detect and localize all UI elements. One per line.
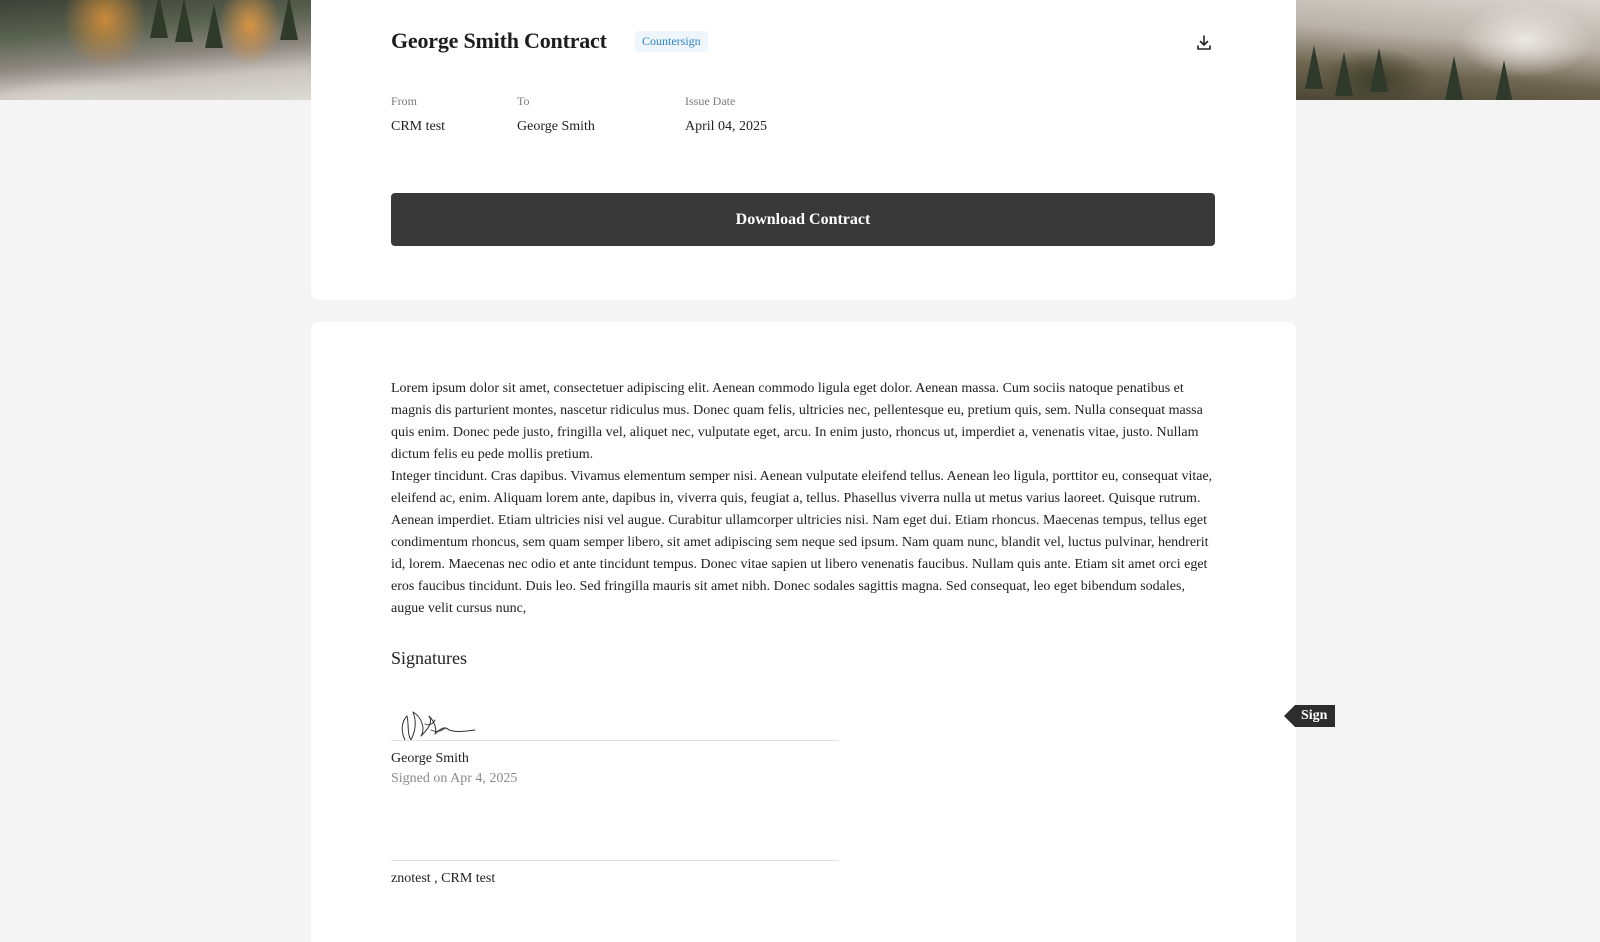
to-value: George Smith	[517, 119, 595, 134]
signer-name: George Smith	[391, 751, 469, 766]
signature-image	[395, 702, 477, 742]
signer-name: znotest , CRM test	[391, 871, 496, 886]
meta-from	[391, 94, 445, 135]
tree-shape	[280, 0, 298, 40]
to-label: To	[517, 94, 530, 108]
tree-shape	[205, 4, 223, 48]
signatures-heading: Signatures	[391, 648, 467, 668]
sign-tab-button[interactable]: Sign	[1295, 705, 1335, 727]
meta-issue-date	[685, 94, 767, 135]
download-icon[interactable]	[1195, 34, 1213, 52]
from-label: From	[391, 94, 418, 108]
tree-shape	[1305, 45, 1323, 89]
signature-line	[391, 860, 839, 861]
banner-left-scene	[0, 0, 311, 100]
from-value: CRM test	[391, 119, 446, 134]
tree-shape	[150, 0, 168, 38]
issue-date-label: Issue Date	[685, 94, 736, 108]
tree-shape	[175, 0, 193, 42]
signed-date: Signed on Apr 4, 2025	[391, 771, 518, 786]
contract-header-card	[311, 0, 1296, 300]
contract-paragraph: Lorem ipsum dolor sit amet, consectetuer adipiscing elit. Aenean commodo ligula eget dolor. Aenean massa. Cum sociis natoque penatibus et magnis dis parturient montes, nascetur ridiculus mus. Donec quam felis, ultricies nec, pellentesque eu, pretium quis, sem. Nulla consequat massa quis enim. Donec pede justo, fringilla vel, aliquet nec, vulputate eget, arcu. In enim justo, rhoncus ut, imperdiet a, venenatis vitae, justo. Nullam dictum felis eu pede mollis pretium.	[391, 381, 1203, 462]
tree-shape	[1370, 48, 1388, 92]
tree-shape	[1495, 60, 1513, 100]
page-title: George Smith Contract	[391, 28, 607, 53]
meta-to	[517, 94, 595, 135]
status-badge: Countersign	[635, 31, 708, 52]
contract-text	[391, 378, 1215, 620]
tree-shape	[1335, 52, 1353, 96]
issue-date-value: April 04, 2025	[685, 119, 768, 134]
contract-body-card	[311, 322, 1296, 942]
contract-paragraph: Integer tincidunt. Cras dapibus. Vivamus elementum semper nisi. Aenean vulputate eleifend tellus. Aenean leo ligula, porttitor eu, consequat vitae, eleifend ac, enim. Aliquam lorem ante, dapibus in, viverra quis, feugiat a, tellus. Phasellus viverra nulla ut metus varius laoreet. Quisque rutrum. Aenean imperdiet. Etiam ultricies nisi vel augue. Curabitur ullamcorper ultricies nisi. Nam eget dui. Etiam rhoncus. Maecenas tempus, tellus eget condimentum rhoncus, sem quam semper libero, sit amet adipiscing sem neque sed ipsum. Nam quam nunc, blandit vel, luctus pulvinar, hendrerit id, lorem. Maecenas nec odio et ante tincidunt tempus. Donec vitae sapien ut libero venenatis faucibus. Nullam quis ante. Etiam sit amet orci eget eros faucibus tincidunt. Duis leo. Sed fringilla mauris sit amet nibh. Donec sodales sagittis magna. Sed consequat, leo eget bibendum sodales, augue velit cursus nunc,	[391, 469, 1213, 616]
signature-line	[391, 740, 839, 741]
download-contract-button[interactable]: Download Contract	[391, 193, 1215, 246]
banner-right-scene	[1295, 0, 1600, 100]
tree-shape	[1445, 56, 1463, 100]
